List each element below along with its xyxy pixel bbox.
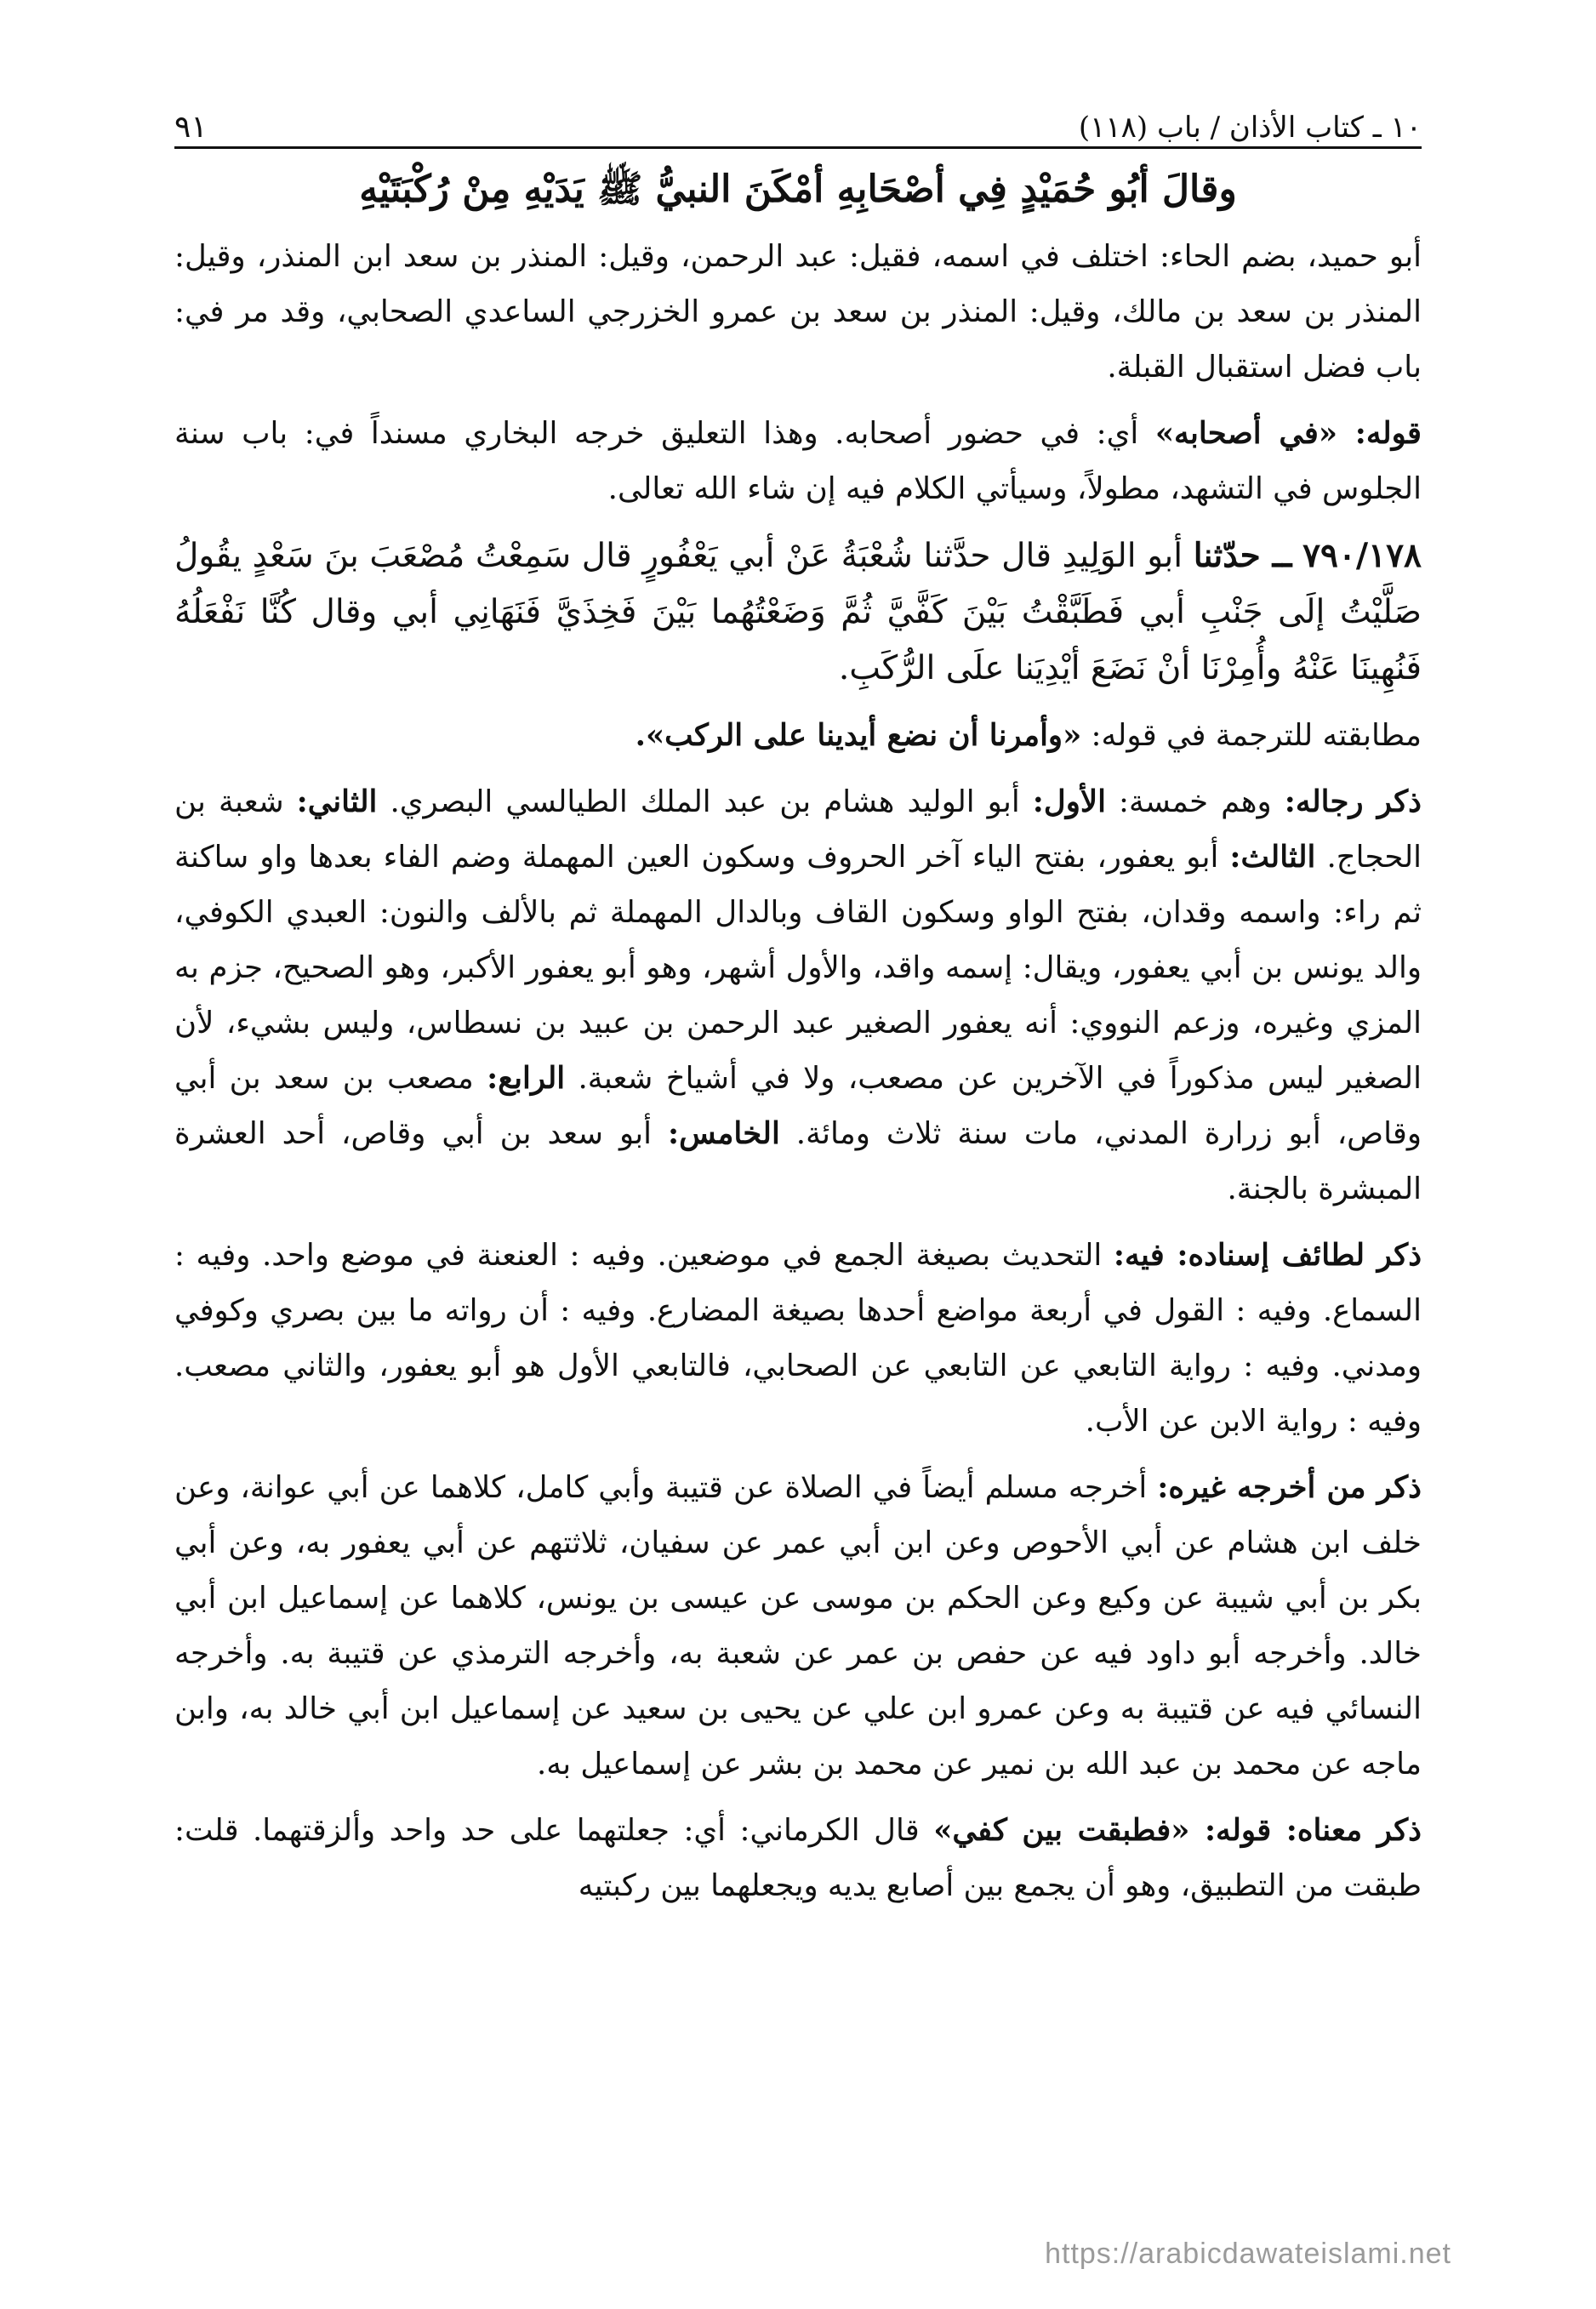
keyword: ذكر معناه: قوله: «فطبقت بين كفي» [933,1813,1422,1848]
hadith-text [174,527,1422,697]
paragraph-lataif [174,1228,1422,1449]
paragraph-text: أخرجه مسلم أيضاً في الصلاة عن قتيبة وأبي كامل، كلاهما عن أبي عوانة، وعن خلف ابن هشام عن أبي الأحوص وعن ابن أبي عمر عن سفيان، ثلاثتهم عن أبي يعفور به، وعن أبي بكر بن أبي شيبة عن وكيع وعن الحكم بن موسى عن عيسى بن يونس، كلاهما عن إسماعيل ابن أبي خالد. وأخرجه أبو داود فيه عن حفص بن عمر عن شعبة به، وأخرجه الترمذي عن قتيبة به. وأخرجه النسائي فيه عن قتيبة به وعن عمرو ابن علي عن يحيى بن سعيد عن إسماعيل ابن أبي خالد به، وابن ماجه عن محمد بن عبد الله بن نمير عن محمد بن بشر عن إسماعيل به. [174,1470,1422,1782]
keyword: «وأمرنا أن نضع أيدينا على الركب». [635,718,1082,753]
keyword: فيه: [1113,1238,1177,1273]
paragraph-text: التحديث بصيغة الجمع في موضعين. وفيه : العنعنة في موضع واحد. وفيه : السماع. وفيه : القول في أربعة مواضع أحدها بصيغة المضارع. وفيه : أن رواته ما بين بصري وكوفي ومدني. وفيه : رواية التابعي عن التابعي عن الصحابي، فالتابعي الأول هو أبو يعفور، والثاني مصعب. وفيه : رواية الابن عن الأب. [174,1238,1422,1439]
paragraph-text: أبو سعد بن أبي وقاص، أحد العشرة المبشرة بالجنة. [174,1116,1422,1206]
hadith-intro: ــ حدّثنا [1193,536,1292,575]
paragraph-qawluhu [174,406,1422,516]
page-header [174,94,1422,145]
section-heading: وقالَ أبُو حُمَيْدٍ فِي أصْحَابِهِ أمْكَنَ النبيُّ ﷺ يَدَيْهِ مِنْ رُكْبَتَيْهِ [359,168,1237,211]
keyword: ذكر من أخرجه غيره: [1157,1470,1422,1505]
paragraph-text: شعبة بن الحجاج. [174,784,1422,875]
running-header: ١٠ ـ كتاب الأذان / باب (١١٨) [1078,111,1422,145]
paragraph-mutabaqa [174,708,1422,763]
paragraph-rijal [174,774,1422,1217]
paragraph-takhrij [174,1460,1422,1792]
header-rule [174,146,1422,149]
keyword: الثاني: [296,784,378,819]
paragraph-text: مصعب بن سعد بن أبي وقاص، أبو زرارة المدني، مات سنة ثلاث ومائة. [174,1061,1422,1151]
paragraph-mana [174,1803,1422,1913]
page-body [174,162,1422,1913]
keyword: ذكر رجاله: [1284,784,1422,819]
hadith-number: ٧٩٠/١٧٨ [1302,536,1422,575]
paragraph-text: وهم خمسة: [1105,784,1285,819]
paragraph-text: قال الكرماني: أي: جعلتهما على حد واحد وألزقتهما. قلت: طبقت من التطبيق، وهو أن يجمع بين أصابع يديه ويجعلهما بين ركبتيه [174,1813,1422,1903]
paragraph-text: أبو الوليد هشام بن عبد الملك الطيالسي البصري. [377,784,1033,819]
page-number: ٩١ [174,110,208,145]
keyword: قوله: «في أصحابه» [1154,416,1422,451]
hadith-body: أبو الوَلِيدِ قال حدَّثنا شُعْبَةُ عَنْ أبي يَعْفُورٍ قال سَمِعْتُ مُصْعَبَ بنَ سَعْدٍ يقُولُ صَلَّيْتُ إلَى جَنْبِ أبي فَطَبَّقْتُ بَيْنَ كَفَّيَّ ثُمَّ وَضَعْتُهُما بَيْنَ فَخِذَيَّ فَنَهَانِي أبي وقال كُنَّا نَفْعَلُهُ فَنُهِينَا عَنْهُ وأُمِرْنَا أنْ نَضَعَ أيْدِيَنا علَى الرُّكَبِ. [174,537,1422,687]
paragraph-text: أبو يعفور، بفتح الياء آخر الحروف وسكون العين المهملة وضم الفاء بعدها واو ساكنة ثم راء: واسمه وقدان، بفتح الواو وسكون القاف وبالدال المهملة ثم بالألف والنون: العبدي الكوفي، والد يونس بن أبي يعفور، ويقال: إسمه واقد، والأول أشهر، وهو أبو يعفور الأكبر، وهو الصحيح، جزم به المزي وغيره، وزعم النووي: أنه يعفور الصغير عبد الرحمن بن عبيد بن نسطاس، وليس بشيء، لأن الصغير ليس مذكوراً في الآخرين عن مصعب، ولا في أشياخ شعبة. [174,840,1422,1096]
keyword: الثالث: [1229,840,1316,875]
keyword: ذكر لطائف إسناده: [1177,1238,1422,1273]
paragraph-text: مطابقته للترجمة في قوله: [1081,718,1422,753]
paragraph-abu-humaid: أبو حميد، بضم الحاء: اختلف في اسمه، فقيل: عبد الرحمن، وقيل: المنذر بن سعد ابن المنذر، وقيل: المنذر بن سعد بن مالك، وقيل: المنذر بن سعد بن عمرو الخزرجي الساعدي الصحابي، وقد مر في: باب فضل استقبال القبلة. [174,239,1422,385]
paragraph-text: أي: في حضور أصحابه. وهذا التعليق خرجه البخاري مسنداً في: باب سنة الجلوس في التشهد، مطولاً، وسيأتي الكلام فيه إن شاء الله تعالى. [174,416,1422,506]
watermark-url: https://arabicdawateislami.net [1045,2238,1451,2270]
keyword: الأول: [1032,784,1106,819]
keyword: الخامس: [668,1116,780,1151]
keyword: الرابع: [487,1061,566,1096]
